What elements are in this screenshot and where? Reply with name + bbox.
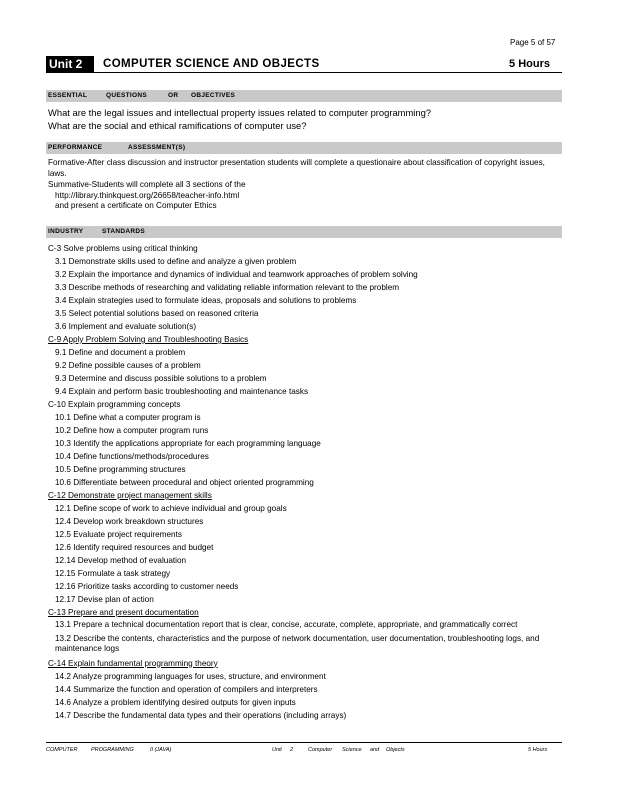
standard-item: 9.1 Define and document a problem (55, 348, 186, 357)
standard-heading: C-13 Prepare and present documentation (48, 608, 199, 617)
header-word: INDUSTRY (48, 228, 84, 235)
footer-rule (46, 742, 562, 743)
question: What are the legal issues and intellectual property issues related to computer programming? (48, 107, 432, 118)
footer-unit: Computer (308, 747, 333, 753)
standard-item: 12.15 Formulate a task strategy (55, 569, 171, 578)
industry-standards-header (46, 226, 562, 238)
essential-questions (48, 106, 431, 132)
standard-item: 12.14 Develop method of evaluation (55, 556, 187, 565)
standard-item: 10.3 Identify the applications appropriate for each programming language (55, 439, 321, 448)
standard-item: 9.3 Determine and discuss possible solutions to a problem (55, 374, 267, 383)
unit-hours: 5 Hours (509, 58, 550, 70)
standard-item: 14.4 Summarize the function and operation of compilers and interpreters (55, 684, 318, 694)
summative-text-cont: and present a certificate on Computer Ethics (55, 201, 217, 210)
standard-heading: C-14 Explain fundamental programming theory (48, 658, 218, 668)
standard-item: 10.4 Define functions/methods/procedures (55, 452, 209, 461)
industry-standards-list (48, 242, 553, 722)
standard-heading: C-12 Demonstrate project management skills (48, 491, 212, 500)
standard-item: 12.17 Devise plan of action (55, 595, 154, 604)
standard-heading: C-10 Explain programming concepts (48, 400, 181, 409)
standard-item: 3.2 Explain the importance and dynamics of individual and teamwork approaches of problem solving (55, 270, 418, 279)
footer-unit: Objects (386, 747, 405, 753)
standard-item: 9.2 Define possible causes of a problem (55, 361, 201, 370)
standard-item: 3.4 Explain strategies used to formulate ideas, proposals and solutions to problems (55, 296, 357, 305)
standard-heading: C-3 Solve problems using critical thinking (48, 244, 198, 253)
summative-text: Summative-Students will complete all 3 sections of the (48, 180, 246, 189)
standard-item: 13.1 Prepare a technical documentation report that is clear, concise, accurate, complete, appropriate, and grammatically correct (55, 620, 518, 629)
footer-unit: Unit (272, 747, 282, 753)
standard-item: 3.6 Implement and evaluate solution(s) (55, 322, 197, 331)
standard-item: 10.6 Differentiate between procedural and object oriented programming (55, 478, 314, 487)
unit-label: Unit 2 (46, 56, 94, 72)
essential-questions-header (46, 90, 562, 102)
standard-item: 14.6 Analyze a problem identifying desired outputs for given inputs (55, 697, 296, 707)
header-word: OR (168, 92, 179, 99)
header-word: PERFORMANCE (48, 144, 103, 151)
standard-item: 3.5 Select potential solutions based on reasoned criteria (55, 309, 259, 318)
performance-assessment-header (46, 142, 562, 154)
footer-unit: and (370, 747, 380, 753)
standard-item: 10.2 Define how a computer program runs (55, 426, 209, 435)
standard-item: 3.1 Demonstrate skills used to define and analyze a given problem (55, 257, 297, 266)
standard-item: 14.2 Analyze programming languages for uses, structure, and environment (55, 671, 326, 681)
unit-header (46, 56, 562, 72)
standard-item: 13.2 Describe the contents, characteristics and the purpose of network documentation, user documentation, troubleshooting logs, and maintenance logs (55, 633, 540, 653)
footer-course: II (JAVA) (150, 747, 172, 753)
standard-item: 12.4 Develop work breakdown structures (55, 517, 204, 526)
standard-item: 10.1 Define what a computer program is (55, 413, 201, 422)
header-word: ASSESSMENT(S) (128, 144, 186, 151)
page-number: Page 5 of 57 (510, 38, 556, 47)
standard-item: 9.4 Explain and perform basic troubleshooting and maintenance tasks (55, 387, 309, 396)
header-word: OBJECTIVES (191, 92, 236, 99)
performance-assessment (48, 158, 553, 212)
summative-link[interactable]: http://library.thinkquest.org/26658/teacher-info.html (55, 190, 240, 200)
standard-item: 10.5 Define programming structures (55, 465, 186, 474)
standard-heading: C-9 Apply Problem Solving and Troubleshooting Basics (48, 335, 249, 344)
footer-unit: 2 (290, 747, 294, 753)
footer-unit: Science (342, 747, 362, 753)
unit-title: COMPUTER SCIENCE AND OBJECTS (103, 58, 320, 70)
footer-hours: 5 Hours (528, 747, 548, 753)
question: What are the social and ethical ramifications of computer use? (48, 120, 307, 131)
unit-underline (46, 72, 562, 73)
header-word: ESSENTIAL (48, 92, 88, 99)
header-word: STANDARDS (102, 228, 146, 235)
header-word: QUESTIONS (106, 92, 147, 99)
standard-item: 12.5 Evaluate project requirements (55, 530, 182, 539)
formative-text: Formative-After class discussion and instructor presentation students will complete a questionaire about classification of copyright issues, laws. (48, 158, 545, 178)
standard-item: 12.16 Prioritize tasks according to customer needs (55, 582, 239, 591)
standard-item: 3.3 Describe methods of researching and validating reliable information relevant to the problem (55, 283, 400, 292)
standard-item: 14.7 Describe the fundamental data types and their operations (including arrays) (55, 710, 347, 720)
standard-item: 12.6 Identify required resources and budget (55, 543, 214, 552)
footer-course: COMPUTER (46, 747, 78, 753)
standard-item: 12.1 Define scope of work to achieve individual and group goals (55, 504, 287, 513)
footer-course: PROGRAMMING (91, 747, 134, 753)
